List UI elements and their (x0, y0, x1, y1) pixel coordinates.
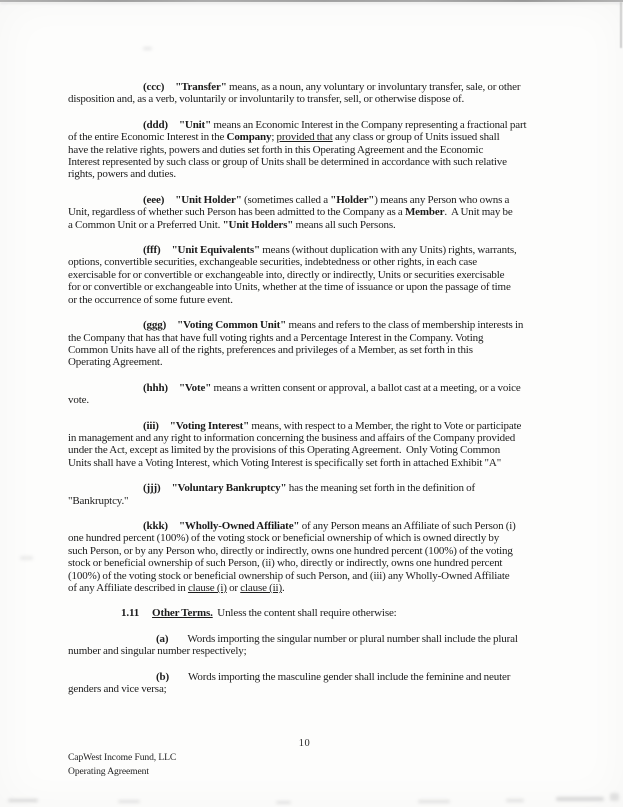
body-text: have the relative rights, powers and duties set forth in this Operating Agreement and the Economic (68, 143, 484, 156)
paragraph-clause-a (68, 633, 583, 658)
text-line (68, 671, 583, 683)
paragraph-def-fff (68, 244, 583, 306)
body-text: clause (ii) (240, 582, 282, 594)
body-text: Words importing the singular number or plural number shall include the plural (187, 632, 518, 645)
paragraph-def-ccc (68, 81, 583, 106)
paragraph-section-1-11 (68, 607, 583, 619)
body-text: of any Person means an Affiliate of such Person (i) (299, 519, 516, 532)
body-text: in management and any right to information concerning the business and affairs of the Company provided (68, 431, 516, 444)
text-line (68, 256, 583, 268)
scan-artifact-top-edge (0, 0, 623, 2)
text-line (68, 520, 583, 532)
body-text: (100%) of the voting stock or beneficial ownership of such Person, and (iii) any Wholly-Owned Affiliate (68, 569, 510, 582)
footer-document-title: Operating Agreement (68, 765, 149, 777)
defined-term: "Wholly-Owned Affiliate" (178, 519, 300, 532)
body-text: provided that (276, 131, 333, 144)
defined-term: "Voting Interest" (169, 419, 250, 432)
scan-artifact-right-edge (620, 2, 622, 48)
text-line (68, 281, 583, 293)
text-line (68, 444, 583, 456)
defined-term: (ddd) (143, 118, 168, 131)
text-line (68, 394, 583, 406)
scan-artifact-smudge (8, 799, 38, 802)
body-text: genders and vice versa; (68, 683, 167, 696)
defined-term: Other Terms. (152, 607, 213, 620)
scan-artifact-smudge (556, 797, 604, 801)
paragraph-clause-b (68, 671, 583, 696)
text-line (68, 582, 583, 594)
defined-term: Member (404, 206, 445, 219)
paragraph-def-hhh (68, 382, 583, 407)
scan-artifact-smudge (276, 801, 291, 804)
body-text: Operating Agreement. (68, 356, 163, 369)
defined-term: (jjj) (143, 482, 161, 495)
paragraph-def-jjj (68, 482, 583, 507)
text-line (68, 81, 583, 93)
scan-artifact-smudge (418, 800, 450, 803)
text-line (68, 194, 583, 206)
text-line (68, 244, 583, 256)
body-text: "Bankruptcy." (68, 494, 129, 507)
paragraph-def-iii (68, 420, 583, 470)
body-text: . A Unit may be (444, 206, 513, 219)
body-text: Words importing the masculine gender shall include the feminine and neuter (188, 670, 511, 683)
scan-artifact-smudge (118, 800, 140, 803)
page-number: 10 (298, 738, 311, 749)
defined-term: "Vote" (178, 381, 212, 394)
scan-artifact-top-haze (0, 2, 623, 4)
text-line (68, 633, 583, 645)
body-text: . (281, 582, 285, 594)
body-text: one hundred percent (100%) of the voting stock or beneficial ownership of which is owned directly by (68, 532, 500, 545)
defined-term: "Unit" (178, 118, 212, 131)
text-line (68, 144, 583, 156)
text-line (68, 683, 583, 695)
defined-term: "Voting Common Unit" (177, 319, 287, 332)
body-text: ) means any Person who owns a (374, 193, 510, 206)
text-line (68, 557, 583, 569)
text-line (68, 156, 583, 168)
defined-term: "Unit Holder" (175, 193, 242, 206)
text-line (68, 269, 583, 281)
text-line (68, 382, 583, 394)
body-text: Unit, regardless of whether such Person has been admitted to the Company as a (68, 206, 405, 219)
body-text: options, convertible securities, exchangeable securities, indebtedness or other rights, in each case (68, 256, 478, 269)
text-line (68, 420, 583, 432)
footer-company-name: CapWest Income Fund, LLC (68, 752, 177, 763)
body-text: means a written consent or approval, a ballot cast at a meeting, or a voice (211, 381, 521, 394)
defined-term: (kkk) (143, 519, 168, 532)
body-text: the Company that has that have full voting rights and a Percentage Interest in the Company. Voting (68, 331, 484, 344)
defined-term: "Holder" (330, 193, 375, 206)
text-line (68, 607, 583, 619)
defined-term: (eee) (143, 193, 165, 206)
body-text: means, with respect to a Member, the right to Vote or participate (249, 419, 522, 432)
text-line (68, 131, 583, 143)
body-text: stock or beneficial ownership of such Person, (ii) who, directly or indirectly, owns one hundred percent (68, 557, 503, 570)
paragraph-def-kkk (68, 520, 583, 594)
text-line (68, 294, 583, 306)
body-text: (sometimes called a (241, 193, 331, 206)
paragraph-def-eee (68, 194, 583, 231)
body-text: of the entire Economic Interest in the (68, 131, 227, 144)
defined-term: "Voluntary Bankruptcy" (171, 482, 287, 495)
text-line (68, 344, 583, 356)
defined-term: "Unit Equivalents" (171, 244, 260, 257)
body-text: exercisable for or convertible or exchangeable into, directly or indirectly, Units or securities exercisable (68, 268, 505, 281)
defined-term: 1.11 (121, 607, 140, 620)
body-text: a Common Unit or a Preferred Unit. (68, 218, 223, 231)
body-text: of any Affiliate described in (68, 582, 188, 594)
body-text: Common Units have all of the rights, preferences and privileges of a Member, as set forth in this (68, 343, 473, 356)
text-line (68, 356, 583, 368)
body-text: for or convertible or exchangeable into Units, whether at the time of issuance or upon the passage of time (68, 281, 511, 294)
text-line (68, 168, 583, 180)
defined-term: (fff) (143, 244, 161, 257)
scan-artifact-smudge (20, 556, 33, 560)
text-line (68, 645, 583, 657)
defined-term: (ggg) (143, 319, 167, 332)
text-line (68, 482, 583, 494)
text-line (68, 219, 583, 231)
scan-artifact-smudge (143, 47, 152, 50)
defined-term: (b) (156, 670, 169, 683)
text-line (68, 457, 583, 469)
text-line (68, 532, 583, 544)
footer (68, 751, 176, 778)
defined-term: "Unit Holders" (222, 218, 294, 231)
body-text: means an Economic Interest in the Company representing a fractional part (211, 118, 527, 131)
body-text: such Person, or by any Person who, directly or indirectly, owns one hundred percent (100%) of the voting (68, 544, 513, 557)
body-text: number and singular number respectively; (68, 645, 247, 658)
body-text: means all such Persons. (293, 218, 396, 231)
body-text: has the meaning set forth in the definition of (286, 482, 475, 495)
body-text: means and refers to the class of membership interests in (286, 319, 524, 332)
defined-term: Company (226, 131, 272, 144)
body-text: or (226, 582, 241, 594)
body-text: under the Act, except as limited by the provisions of this Operating Agreement. Only Voting Common (68, 444, 501, 457)
text-line (68, 93, 583, 105)
text-line (68, 206, 583, 218)
scan-artifact-smudge (610, 793, 619, 801)
text-line (68, 570, 583, 582)
body-text: disposition and, as a verb, voluntarily or involuntarily to transfer, sell, or otherwise dispose of. (68, 93, 465, 106)
paragraph-def-ggg (68, 319, 583, 369)
scan-artifact-smudge (506, 799, 524, 802)
paragraph-def-ddd (68, 119, 583, 181)
text-line (68, 319, 583, 331)
text-line (68, 545, 583, 557)
body-text: clause (i) (187, 582, 227, 594)
body-text: means, as a noun, any voluntary or involuntary transfer, sale, or other (226, 81, 521, 93)
text-line (68, 432, 583, 444)
body-text: ; (271, 131, 277, 144)
document-body (68, 81, 583, 708)
defined-term: (iii) (143, 419, 159, 432)
body-text: or the occurrence of some future event. (68, 293, 233, 306)
text-line (68, 119, 583, 131)
body-text: vote. (68, 394, 89, 407)
defined-term: (a) (156, 632, 169, 645)
text-line (68, 495, 583, 507)
body-text: any class or group of Units issued shall (332, 131, 500, 144)
body-text: Units shall have a Voting Interest, which Voting Interest is specifically set forth in attached Exhibit "A" (68, 456, 502, 469)
text-line (68, 332, 583, 344)
body-text: Interest represented by such class or group of Units shall be determined in accordance with such relative (68, 156, 507, 169)
body-text: Unless the content shall require otherwise: (212, 607, 397, 620)
body-text: rights, powers and duties. (68, 168, 176, 181)
defined-term: (hhh) (143, 381, 168, 394)
defined-term: (ccc) (143, 81, 165, 93)
defined-term: "Transfer" (175, 81, 227, 93)
body-text: means (without duplication with any Units) rights, warrants, (259, 244, 517, 257)
